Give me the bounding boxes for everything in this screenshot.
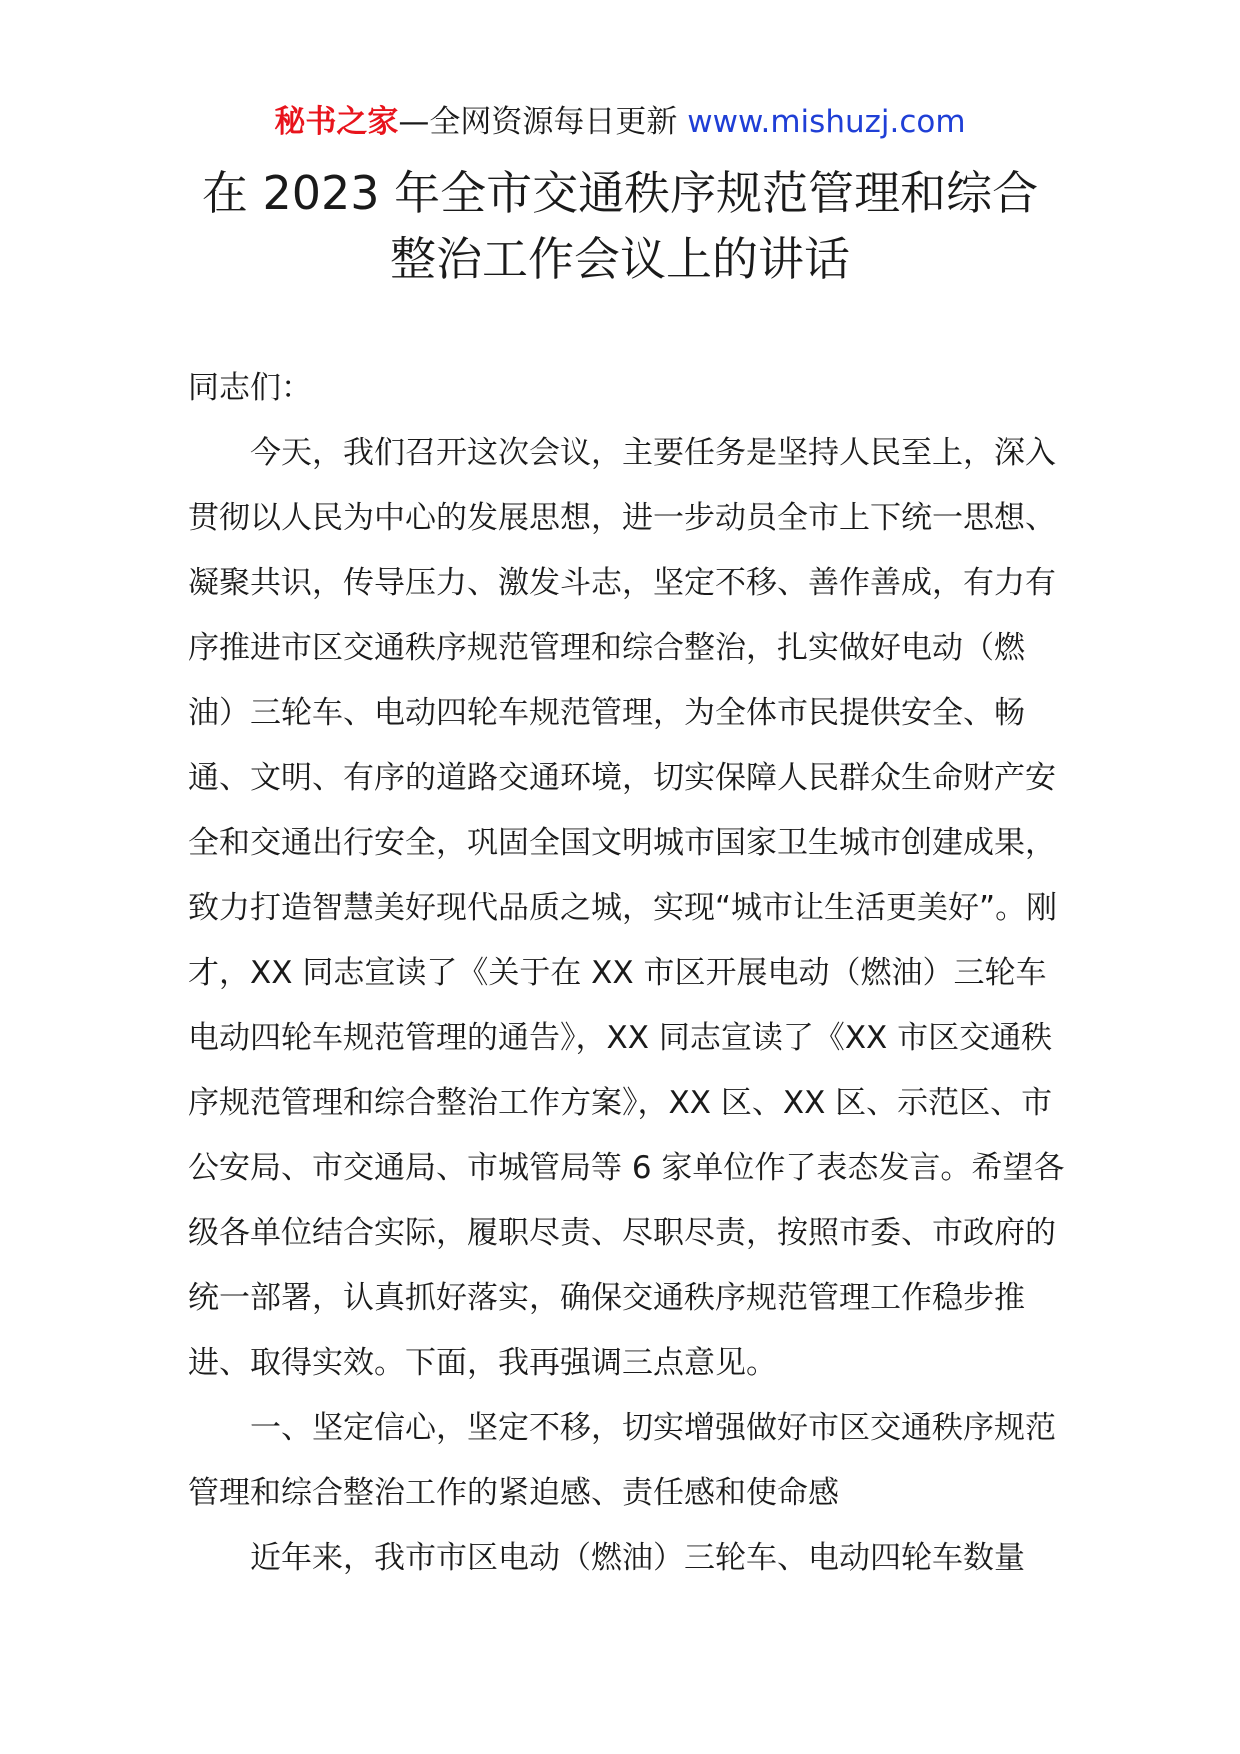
section-heading-1: 一、坚定信心，坚定不移，切实增强做好市区交通秩序规范管理和综合整治工作的紧迫感、责任感和使命感: [188, 1410, 1056, 1511]
title-line-2: 整治工作会议上的讲话: [390, 232, 850, 286]
title-line-1: 在 2023 年全市交通秩序规范管理和综合: [201, 166, 1039, 220]
salutation: 同志们：: [188, 370, 312, 406]
header-slogan: —全网资源每日更新: [398, 104, 688, 140]
document-title: [140, 160, 1100, 292]
site-url[interactable]: www.mishuzj.com: [687, 104, 966, 140]
brand-name: 秘书之家: [274, 104, 399, 140]
site-header: [0, 100, 1240, 144]
paragraph-opening: 今天，我们召开这次会议，主要任务是坚持人民至上，深入贯彻以人民为中心的发展思想，进一步动员全市上下统一思想、凝聚共识，传导压力、激发斗志，坚定不移、善作善成，有力有序推进市区交通秩序规范管理和综合整治，扎实做好电动（燃油）三轮车、电动四轮车规范管理，为全体市民提供安全、畅通、文明、有序的道路交通环境，切实保障人民群众生命财产安全和交通出行安全，巩固全国文明城市国家卫生城市创建成果，致力打造智慧美好现代品质之城，实现“城市让生活更美好”。刚才，XX 同志宣读了《关于在 XX 市区开展电动（燃油）三轮车电动四轮车规范管理的通告》，XX 同志宣读了《XX 市区交通秩序规范管理和综合整治工作方案》，XX 区、XX 区、示范区、市公安局、市交通局、市城管局等 6 家单位作了表态发言。希望各级各单位结合实际，履职尽责、尽职尽责，按照市委、市政府的统一部署，认真抓好落实，确保交通秩序规范管理工作稳步推进、取得实效。下面，我再强调三点意见。: [188, 435, 1065, 1381]
paragraph-section-1: 近年来，我市市区电动（燃油）三轮车、电动四轮车数量: [250, 1540, 1025, 1576]
document-body: [188, 356, 1068, 1591]
